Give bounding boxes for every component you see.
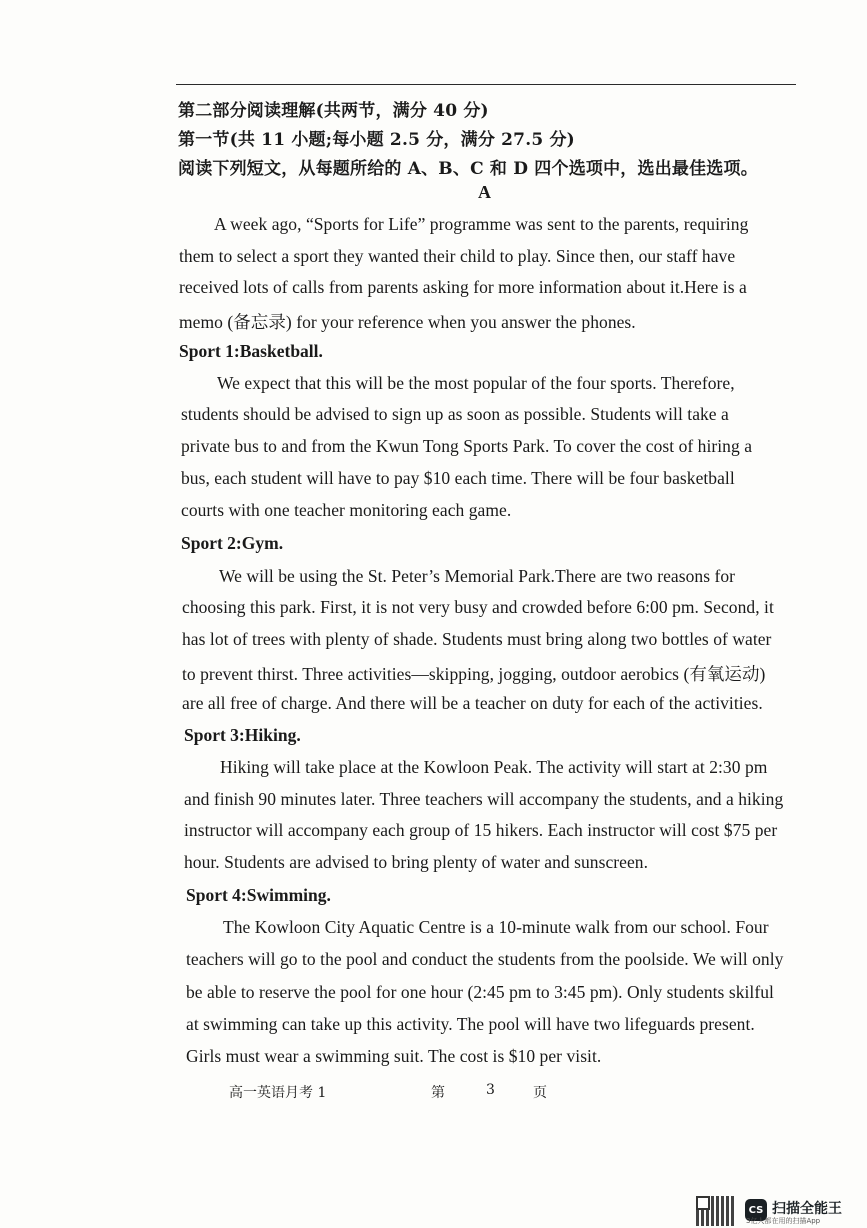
sport-line: to prevent thirst. Three activities—skipping, jogging, outdoor aerobics (有氧运动) [182,664,766,684]
page-suffix: 页 [533,1085,547,1101]
part-title: 第二部分阅读理解(共两节，满分 40 分) [178,101,489,121]
sport-line: choosing this park. First, it is not very busy and crowded before 6:00 pm. Second, it [182,597,774,617]
sport-line: and finish 90 minutes later. Three teachers will accompany the students, and a hiking [184,789,784,809]
sport-line: bus, each student will have to pay $10 each time. There will be four basketball [181,468,735,488]
sport-line: The Kowloon City Aquatic Centre is a 10-minute walk from our school. Four [223,917,769,937]
sport-line: be able to reserve the pool for one hour (2:45 pm to 3:45 pm). Only students skilful [186,982,774,1002]
sport-line: Girls must wear a swimming suit. The cost is $10 per visit. [186,1046,602,1066]
sport-heading: Sport 1:Basketball. [179,341,323,361]
sport-line: courts with one teacher monitoring each game. [181,500,512,520]
sport-line: at swimming can take up this activity. The pool will have two lifeguards present. [186,1014,755,1034]
sport-line: Hiking will take place at the Kowloon Peak. The activity will start at 2:30 pm [220,757,768,777]
qr-code-icon [696,1196,736,1226]
sport-line: instructor will accompany each group of 15 hikers. Each instructor will cost $75 per [184,820,778,840]
camscanner-logo: CS [745,1199,767,1221]
sport-line: We expect that this will be the most popular of the four sports. Therefore, [217,373,735,393]
sport-heading: Sport 4:Swimming. [186,885,331,905]
intro-line: them to select a sport they wanted their child to play. Since then, our staff have [179,246,736,266]
page-number: 3 [486,1082,495,1098]
sport-line: students should be advised to sign up as soon as possible. Students will take a [181,404,729,424]
section-title: 第一节(共 11 小题;每小题 2.5 分，满分 27.5 分) [178,130,575,150]
sport-line: hour. Students are advised to bring plenty of water and sunscreen. [184,852,649,872]
sport-line: private bus to and from the Kwun Tong Sports Park. To cover the cost of hiring a [181,436,753,456]
sport-line: We will be using the St. Peter’s Memorial Park.There are two reasons for [219,566,736,586]
sport-line: teachers will go to the pool and conduct the students from the poolside. We will only [186,949,784,969]
intro-line: A week ago, “Sports for Life” programme was sent to the parents, requiring [214,214,749,234]
top-rule [176,84,796,85]
exam-name: 高一英语月考 1 [229,1085,327,1101]
sport-line: has lot of trees with plenty of shade. Students must bring along two bottles of water [182,629,772,649]
page-prefix: 第 [431,1085,445,1101]
instruction: 阅读下列短文，从每题所给的 A、B、C 和 D 四个选项中，选出最佳选项。 [178,159,758,179]
sport-line: are all free of charge. And there will be a teacher on duty for each of the activities. [182,693,763,713]
intro-line: memo (备忘录) for your reference when you answer the phones. [179,312,636,332]
intro-line: received lots of calls from parents asking for more information about it.Here is a [179,277,747,297]
sport-heading: Sport 3:Hiking. [184,725,301,745]
passage-letter: A [478,182,491,202]
scanner-app-name: 扫描全能王 [772,1201,842,1217]
sport-heading: Sport 2:Gym. [181,533,284,553]
scanner-tagline: 3亿人都在用的扫描App [746,1217,821,1225]
